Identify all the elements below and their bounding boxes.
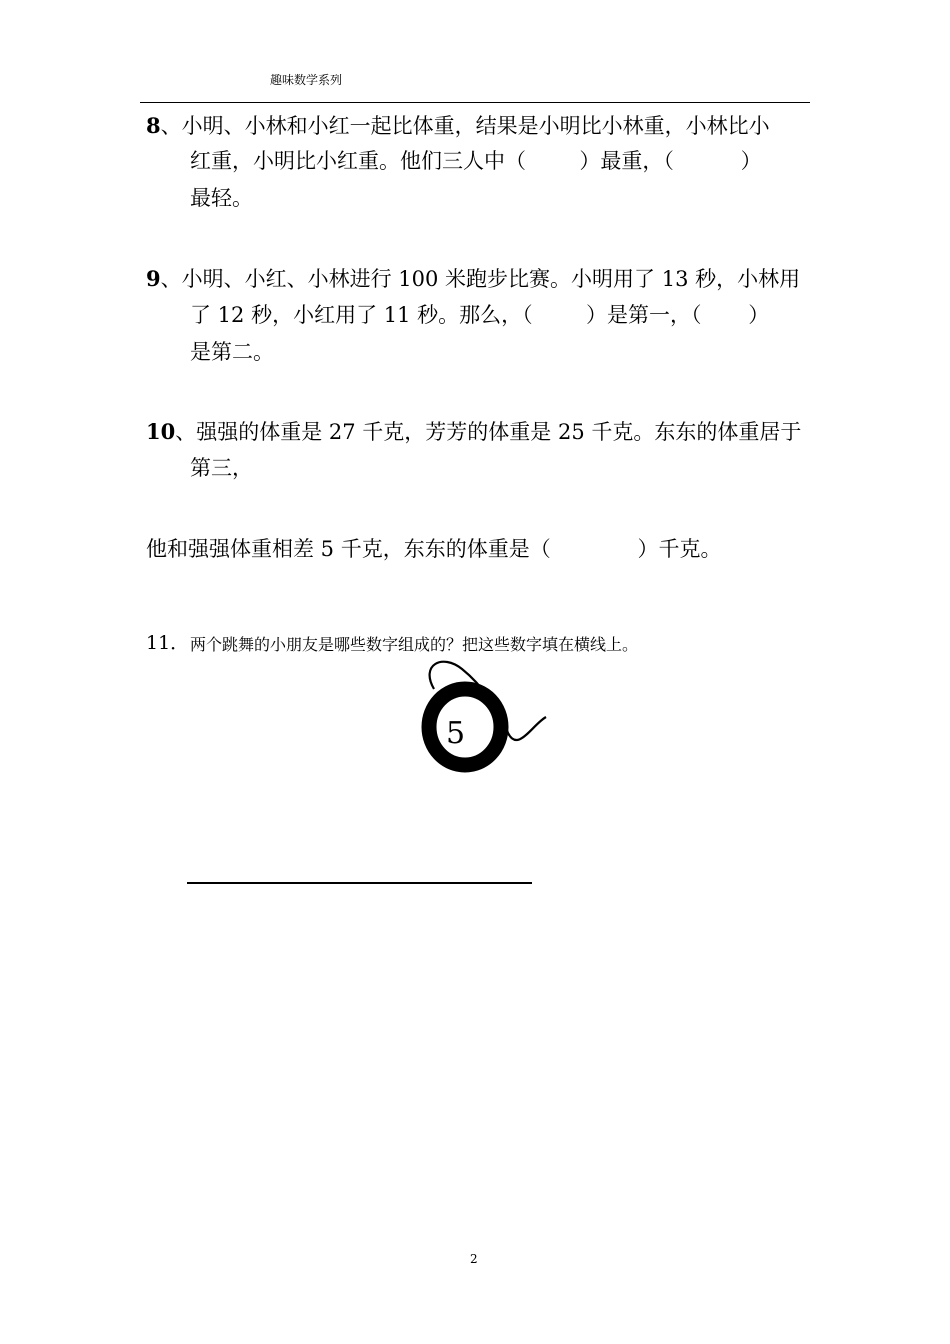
page-number: 2 <box>470 1252 478 1266</box>
question-10-line-1 <box>146 419 801 445</box>
question-9-number: 9 <box>146 266 161 291</box>
header-divider <box>140 102 810 103</box>
dancing-digits-figure <box>420 655 555 775</box>
question-9-text-1: 、小明、小红、小林进行 100 米跑步比赛。小明用了 13 秒，小林用 <box>160 267 801 291</box>
question-9-line-2: 了 12 秒，小红用了 11 秒。那么，（ ）是第一，（ ） <box>190 303 770 327</box>
question-9-line-1 <box>146 266 800 292</box>
question-8-text-1: 、小明、小林和小红一起比体重，结果是小明比小林重，小林比小 <box>160 114 770 138</box>
question-11-number: 11． <box>146 632 190 654</box>
question-9-line-3: 是第二。 <box>190 340 274 364</box>
question-8-number: 8 <box>146 113 161 138</box>
question-11-text: 两个跳舞的小朋友是哪些数字组成的？把这些数字填在横线上。 <box>190 635 639 654</box>
question-8-line-1 <box>146 113 770 139</box>
question-8-line-3: 最轻。 <box>190 186 253 210</box>
question-10-line-3: 他和强强体重相差 5 千克，东东的体重是（ ）千克。 <box>146 537 722 561</box>
question-10-number: 10 <box>146 419 176 444</box>
question-8-line-2: 红重，小明比小红重。他们三人中（ ）最重，（ ） <box>190 149 762 173</box>
question-10-text-1: 、强强的体重是 27 千克，芳芳的体重是 25 千克。东东的体重居于 <box>175 420 802 444</box>
answer-blank-line[interactable] <box>187 882 532 884</box>
figure-digit-five: 5 <box>446 716 466 751</box>
header-title: 趣味数学系列 <box>270 73 343 87</box>
question-10-line-2: 第三， <box>190 456 253 480</box>
